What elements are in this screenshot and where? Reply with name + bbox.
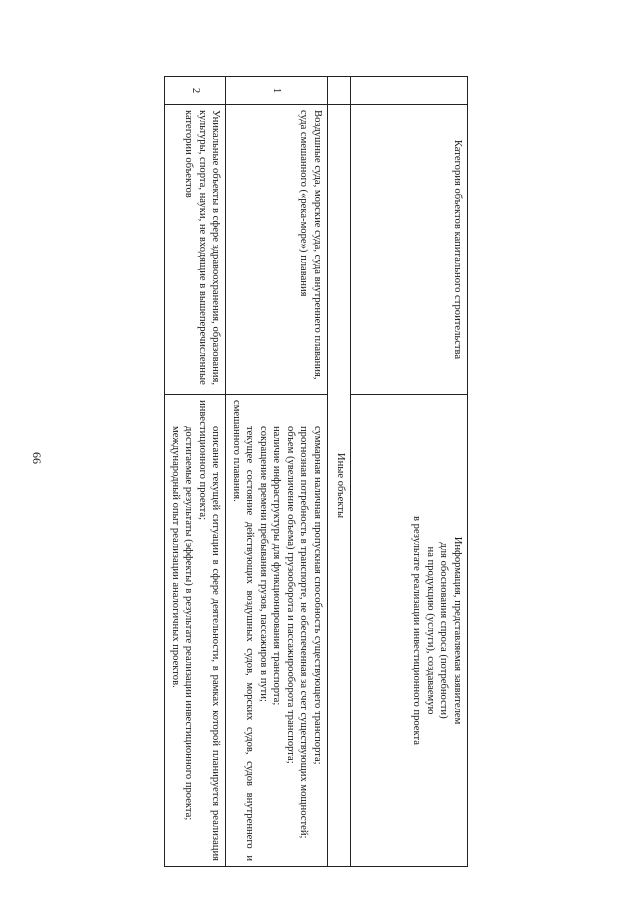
info-item: международный опыт реализации аналогичных проектов. — [169, 426, 181, 688]
header-number-cell — [351, 77, 468, 105]
row-info — [226, 395, 328, 867]
info-item: сокращение времени пребывания грузов, пассажиров в пути; — [257, 426, 269, 702]
info-item: объем (увеличение объема) грузооборота и пассажирооборота транспорта; — [284, 426, 296, 764]
section-title: Иные объекты — [328, 105, 351, 867]
row-number: 1 — [226, 77, 328, 105]
row-info — [164, 395, 225, 867]
info-item: суммарная наличная пропускная способность существующего транспорта; — [312, 426, 323, 765]
info-item: наличие инфраструктуры для функционирования транспорта; — [271, 426, 283, 706]
table-header-row — [351, 77, 468, 867]
rotated-table-container — [88, 76, 468, 866]
info-item: текущее состояние действующих воздушных судов, морских судов, судов внутреннего и смешанного плавания. — [230, 400, 256, 861]
header-info-line: в результате реализации инвестиционного проекта — [411, 516, 423, 745]
section-row — [328, 77, 351, 867]
requirements-table — [164, 76, 468, 867]
info-item: достигаемые результаты (эффекты) в результате реализации инвестиционного проекта; — [183, 426, 195, 821]
info-item: прогнозная потребность в транспорте, не обеспеченная за счет существующих мощностей; — [298, 426, 310, 839]
table-row — [164, 77, 225, 867]
table-row — [226, 77, 328, 867]
info-item: описание текущей ситуации в сфере деятельности, в рамках которой планируется реализация инвестиционного проекта; — [196, 400, 222, 861]
header-info-line: для обоснования спроса (потребности) — [438, 542, 450, 719]
header-info-line: на продукцию (услуги), создаваемую — [424, 546, 436, 715]
row-number: 2 — [164, 77, 225, 105]
header-info-cell — [351, 395, 468, 867]
section-blank-cell — [328, 77, 351, 105]
row-category: Воздушные суда, морские суда, суда внутреннего плавания, суда смешанного («река-море») плавания — [226, 105, 328, 395]
header-info-line: Информация, представляемая заявителем — [452, 536, 463, 725]
row-category: Уникальные объекты в сфере здравоохранения, образования, культуры, спорта, науки, не входящие в вышеперечисленные категории объектов — [164, 105, 225, 395]
header-category-cell: Категория объектов капитального строительства — [351, 105, 468, 395]
page-number: 66 — [30, 452, 44, 464]
